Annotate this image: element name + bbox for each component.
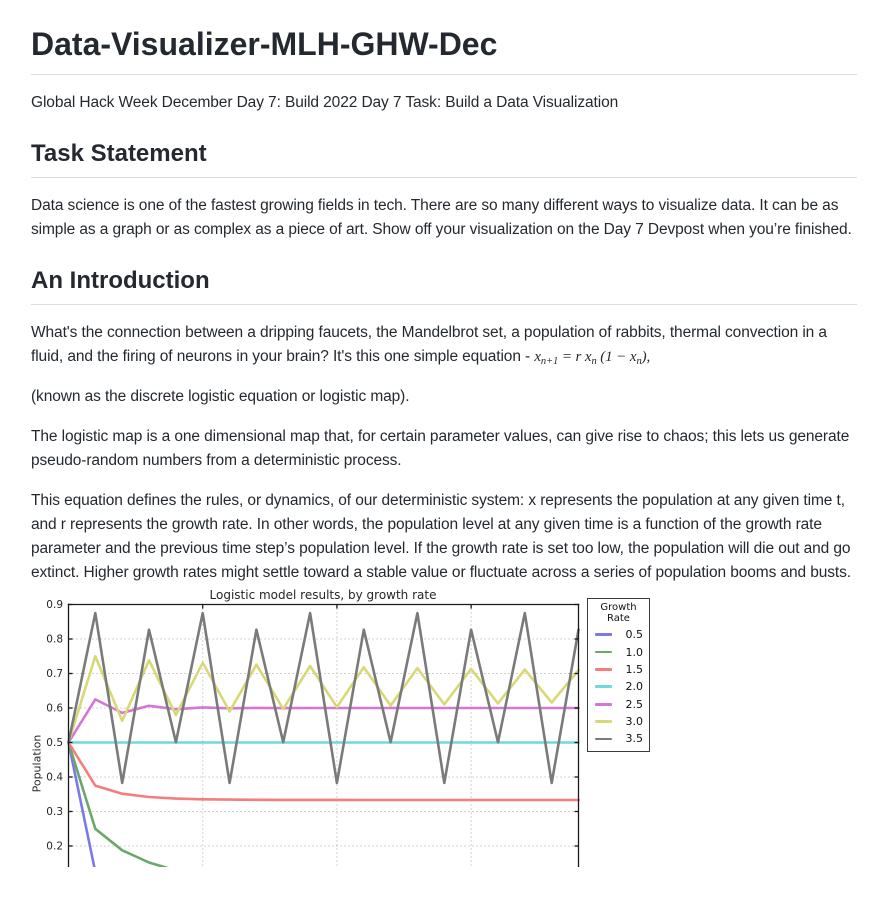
intro-paragraph-3: The logistic map is a one dimensional map that, for certain parameter values, can give rise to chaos; this lets us generate pseudo-random numbers from a deterministic process. (31, 428, 850, 469)
y-tick-label: 0.5 (46, 737, 63, 749)
legend-item-r3.0 (588, 713, 649, 730)
y-tick-label: 0.2 (46, 840, 63, 853)
equation-rhs-subscript: n (591, 356, 597, 367)
legend-swatch (595, 720, 612, 723)
subtitle: Global Hack Week December Day 7: Build 2022 Day 7 Task: Build a Data Visualization (31, 94, 619, 111)
legend-swatch (595, 668, 612, 671)
intro-paragraph-1-text: What's the connection between a dripping faucets, the Mandelbrot set, a population of rabbits, thermal convection in a fluid, and the firing of neurons in your brain? It's this one simple equation - (31, 324, 827, 365)
legend-label: 2.0 (625, 680, 643, 694)
legend-item-r1.0 (588, 643, 649, 660)
section-heading-an-introduction: An Introduction (31, 266, 857, 305)
equation-lhs: x (534, 349, 541, 365)
intro-paragraph-2: (known as the discrete logistic equation or logistic map). (31, 388, 410, 405)
intro-paragraph-1 (31, 321, 857, 369)
y-tick-label: 0.4 (46, 771, 63, 784)
chart-legend (587, 598, 650, 752)
legend-swatch (595, 685, 612, 688)
series-line-r1.5 (69, 743, 579, 801)
series-line-r0.5 (69, 743, 579, 868)
legend-item-r1.5 (588, 661, 649, 678)
y-tick-label: 0.7 (46, 668, 63, 680)
legend-label: 2.5 (625, 697, 643, 711)
legend-item-r2.5 (588, 696, 649, 713)
legend-label: 1.5 (625, 662, 643, 676)
equation-close: ), (641, 349, 651, 365)
logistic-equation (534, 349, 650, 365)
legend-swatch (595, 651, 612, 654)
legend-items (588, 626, 649, 748)
intro-paragraph-4: This equation defines the rules, or dynamics, of our deterministic system: x represents the population at any given time t, and r represents the growth rate. In other words, the population level at any given time is a function of the growth rate parameter and the previous time step’s population level. If the growth rate is set too low, the population will die out and go extinct. Higher growth rates might settle toward a stable value or fluctuate across a series of population booms and busts. (31, 492, 851, 581)
chart-title: Logistic model results, by growth rate (209, 588, 437, 602)
equation-paren: (1 − x (596, 349, 637, 365)
legend-swatch (595, 703, 612, 706)
legend-title: Growth Rate (600, 602, 637, 624)
legend-item-r2.0 (588, 678, 649, 695)
legend-swatch (595, 633, 612, 636)
page-title: Data-Visualizer-MLH-GHW-Dec (31, 24, 857, 75)
legend-item-r3.5 (588, 730, 649, 747)
legend-label: 3.0 (625, 715, 643, 729)
equation-rhs: r x (575, 349, 592, 365)
section-heading-task-statement: Task Statement (31, 139, 857, 178)
y-tick-label: 0.3 (46, 806, 63, 818)
legend-label: 0.5 (625, 628, 643, 642)
equation-lhs-subscript: n+1 (540, 356, 559, 367)
y-tick-label: 0.8 (46, 633, 63, 646)
legend-item-r0.5 (588, 626, 649, 643)
plot-area (31, 587, 651, 867)
y-tick-label: 0.9 (46, 599, 63, 611)
legend-label: 1.0 (625, 645, 643, 659)
equation-equals: = (558, 349, 576, 365)
y-axis-label: Population (31, 734, 44, 793)
series-line-r1.0 (69, 743, 579, 868)
logistic-model-chart (31, 587, 651, 867)
task-statement-paragraph: Data science is one of the fastest growing fields in tech. There are so many different ways to visualize data. It can be as simple as a graph or as complex as a piece of art. Show off your visualization on the Day 7 Devpost when you’re finished. (31, 197, 852, 238)
y-tick-label: 0.6 (46, 702, 63, 715)
equation-paren-subscript: n (636, 356, 642, 367)
legend-swatch (595, 738, 612, 741)
legend-label: 3.5 (625, 732, 643, 746)
